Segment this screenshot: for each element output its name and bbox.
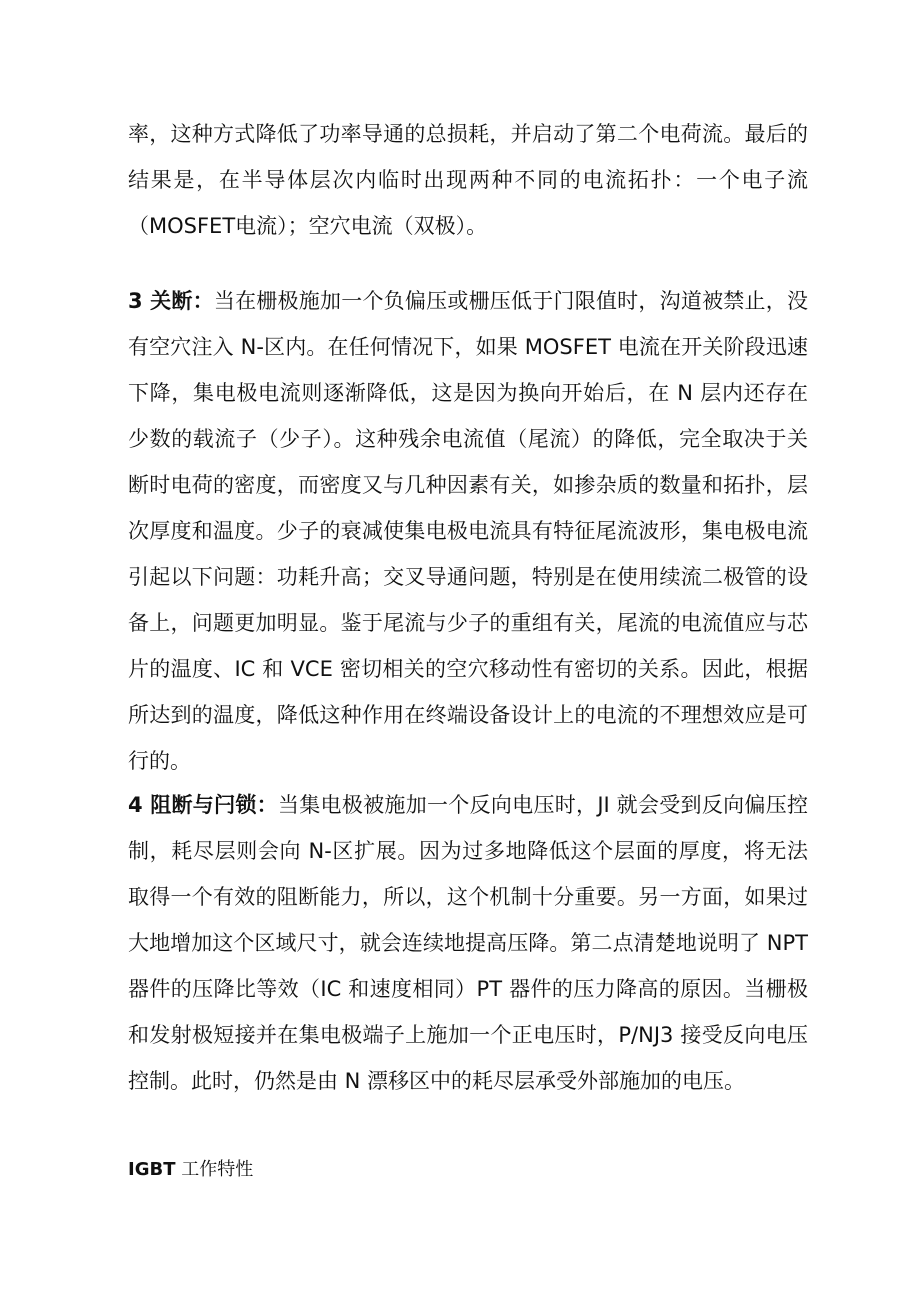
paragraph-2-heading: 3 关断： [128,289,214,313]
section-title-cjk: 工作特性 [175,1159,254,1180]
paragraph-2-text: 当在栅极施加一个负偏压或栅压低于门限值时，沟道被禁止，没有空穴注入 N-区内。在任何情况下，如果 MOSFET 电流在开关阶段迅速下降，集电极电流则逐渐降低，这是因为换向开始后，在 N 层内还存在少数的载流子（少子）。这种残余电流值（尾流）的降低，完全取决于关断时电荷的密度，而密度又与几种因素有关，如掺杂质的数量和拓扑，层次厚度和温度。少子的衰减使集电极电流具有特征尾流波形，集电极电流引起以下问题：功耗升高；交叉导通问题，特别是在使用续流二极管的设备上，问题更加明显。鉴于尾流与少子的重组有关，尾流的电流值应与芯片的温度、IC 和 VCE 密切相关的空穴移动性有密切的关系。因此，根据所达到的温度，降低这种作用在终端设备设计上的电流的不理想效应是可行的。 [128,289,808,773]
paragraph-2 [128,278,808,784]
section-title-latin: IGBT [128,1159,176,1180]
paragraph-3-heading: 4 阻断与闩锁： [128,793,278,817]
paragraph-1-text: 率，这种方式降低了功率导通的总损耗，并启动了第二个电荷流。最后的结果是，在半导体层次内临时出现两种不同的电流拓扑：一个电子流（MOSFET电流）；空穴电流（双极）。 [128,122,808,238]
paragraph-3-text: 当集电极被施加一个反向电压时，JI 就会受到反向偏压控制，耗尽层则会向 N-区扩展。因为过多地降低这个层面的厚度，将无法取得一个有效的阻断能力，所以，这个机制十分重要。另一方面，如果过大地增加这个区域尺寸，就会连续地提高压降。第二点清楚地说明了 NPT 器件的压降比等效（IC 和速度相同）PT 器件的压力降高的原因。当栅极和发射极短接并在集电极端子上施加一个正电压时，P/NJ3 接受反向电压控制。此时，仍然是由 N 漂移区中的耗尽层承受外部施加的电压。 [128,793,808,1093]
paragraph-1 [128,111,808,249]
section-title [128,1156,253,1184]
paragraph-3 [128,782,808,1104]
